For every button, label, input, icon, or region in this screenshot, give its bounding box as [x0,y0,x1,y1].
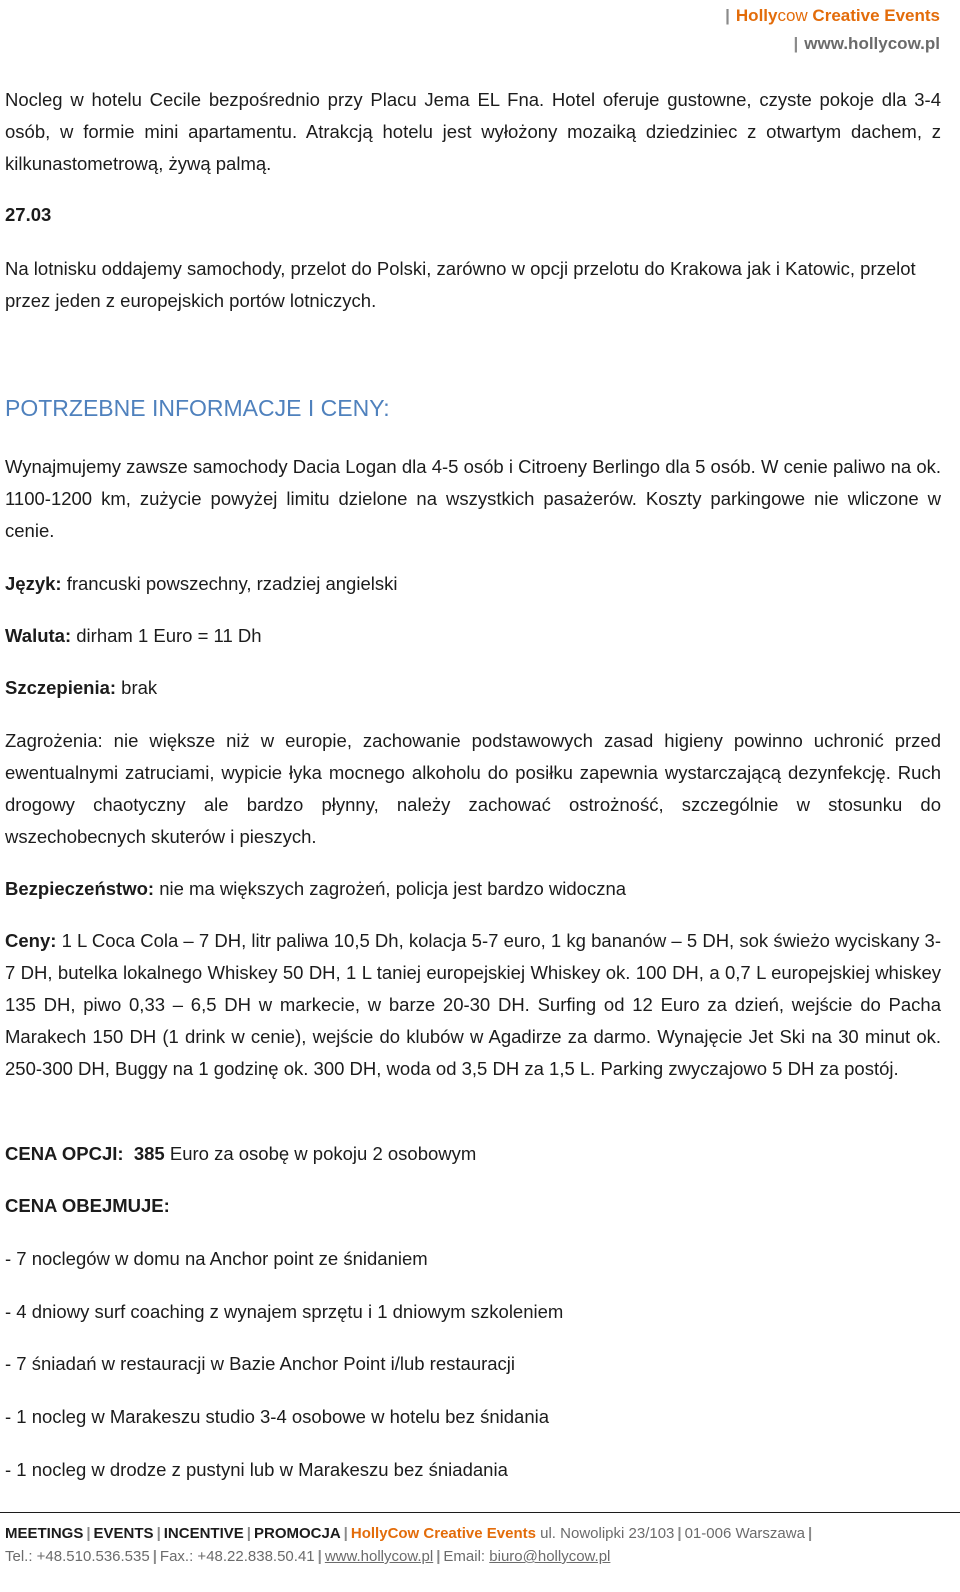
footer-divider-pipe: | [246,1525,251,1542]
currency-line [5,620,941,652]
airport-paragraph: Na lotnisku oddajemy samochody, przelot do Polski, zarówno w opcji przelotu do Krakowa jak i Katowic, przelot przez jeden z europejskich portów lotniczych. [5,258,916,311]
footer-brand-holly: Holly [350,1525,388,1542]
footer-events: EVENTS [93,1525,154,1542]
footer-divider-pipe: | [436,1548,441,1565]
currency-label: Waluta: [5,625,72,646]
footer-divider-pipe: | [317,1548,322,1565]
footer-email-link[interactable]: biuro@hollycow.pl [489,1548,611,1565]
footer-divider-pipe: | [343,1525,348,1542]
footer-divider-pipe: | [152,1548,157,1565]
footer-divider-pipe: | [86,1525,91,1542]
prices-paragraph [5,925,941,1085]
safety-line [5,873,941,905]
footer-incentive: INCENTIVE [163,1525,244,1542]
header-brand [725,6,940,26]
option-price-suffix: Euro za osobę w pokoju 2 osobowym [164,1143,477,1164]
footer-fax: Fax.: +48.22.838.50.41 [159,1548,315,1565]
footer-address: ul. Nowolipki 23/103 [535,1525,675,1542]
option-price-value: 385 [133,1143,165,1164]
footer-line-1 [5,1525,815,1543]
language-line [5,568,941,600]
footer-email-label: Email: [443,1548,490,1565]
vaccination-label: Szczepienia: [5,677,117,698]
footer-website-link[interactable]: www.hollycow.pl [324,1548,434,1565]
footer-postcode: 01-006 Warszawa [684,1525,805,1542]
footer-divider [0,1512,960,1513]
footer-divider-pipe: | [677,1525,682,1542]
footer-meetings: MEETINGS [5,1525,84,1542]
vaccination-line [5,672,941,704]
footer-divider-pipe: | [156,1525,161,1542]
includes-item: - 7 noclegów w domu na Anchor point ze śnidaniem [5,1248,428,1269]
safety-label: Bezpieczeństwo: [5,878,155,899]
language-value: francuski powszechny, rzadziej angielski [61,573,398,594]
includes-title: CENA OBEJMUJE: [5,1195,170,1216]
language-label: Język: [5,573,62,594]
footer-brand-rest: Creative Events [419,1525,536,1542]
threats-paragraph: Zagrożenia: nie większe niż w europie, zachowanie podstawowych zasad higieny powinno uchronić przed ewentualnymi zatruciami, wypicie łyka mocnego alkoholu do posiłku zapewnia wystarczającą dezynfekcję. Ruch drogowy chaotyczny ale bardzo płynny, należy zachować ostrożność, szczególnie w stosunku do wszechobecnych skuterów i pieszych. [5,730,941,847]
footer-brand-cow: Cow [387,1525,420,1542]
safety-value: nie ma większych zagrożeń, policja jest bardzo widoczna [154,878,627,899]
header-website-link[interactable]: www.hollycow.pl [804,34,940,53]
option-price-label: CENA OPCJI: [5,1143,124,1164]
header-divider: | [725,6,730,25]
footer-tel: Tel.: +48.510.536.535 [5,1548,150,1565]
header-brand-rest: Creative Events [807,6,940,25]
includes-item: - 1 nocleg w drodze z pustyni lub w Marakeszu bez śniadania [5,1459,508,1480]
header-divider: | [793,34,799,53]
footer-line-2 [5,1548,610,1566]
includes-item: - 4 dniowy surf coaching z wynajem sprzętu i 1 dniowym szkoleniem [5,1301,564,1322]
header-brand-holly: Holly [735,6,778,25]
includes-item: - 1 nocleg w Marakeszu studio 3-4 osobowe w hotelu bez śnidania [5,1406,550,1427]
footer-promocja: PROMOCJA [253,1525,341,1542]
currency-value: dirham 1 Euro = 11 Dh [71,625,262,646]
section-title: POTRZEBNE INFORMACJE I CENY: [5,395,390,421]
cars-paragraph: Wynajmujemy zawsze samochody Dacia Logan dla 4-5 osób i Citroeny Berlingo dla 5 osób. W cenie paliwo na ok. 1100-1200 km, zużycie powyżej limitu dzielone na wszystkich pasażerów. Koszty parkingowe nie wliczone w cenie. [5,456,941,541]
date-heading: 27.03 [5,204,52,225]
vaccination-value: brak [116,677,158,698]
footer-divider-pipe: | [807,1525,813,1542]
option-price-line [5,1138,941,1170]
prices-label: Ceny: [5,930,57,951]
includes-item: - 7 śniadań w restauracji w Bazie Anchor Point i/lub restauracji [5,1353,516,1374]
prices-value: 1 L Coca Cola – 7 DH, litr paliwa 10,5 Dh, kolacja 5-7 euro, 1 kg bananów – 5 DH, sok świeżo wyciskany 3-7 DH, butelka lokalnego Whiskey 50 DH, 1 L taniej europejskiej Whiskey ok. 100 DH, a 0,7 L europejskiej whiskey 135 DH, piwo 0,33 – 6,5 DH w markecie, w barze 20-30 DH. Surfing od 12 Euro za dzień, wejście do Pacha Marakech 150 DH (1 drink w cenie), wejście do klubów w Agadirze za darmo. Wynajęcie Jet Ski na 30 minut ok. 250-300 DH, Buggy na 1 godzinę ok. 300 DH, woda od 3,5 DH za 1,5 L. Parking zwyczajowo 5 DH za postój. [5,930,941,1079]
header-brand-cow: cow [777,6,808,25]
hotel-paragraph: Nocleg w hotelu Cecile bezpośrednio przy Placu Jema EL Fna. Hotel oferuje gustowne, czyste pokoje dla 3-4 osób, w formie mini apartamentu. Atrakcją hotelu jest wyłożony mozaiką dziedziniec z otwartym dachem, z kilkunastometrową, żywą palmą. [5,89,941,174]
header-website [794,34,940,54]
